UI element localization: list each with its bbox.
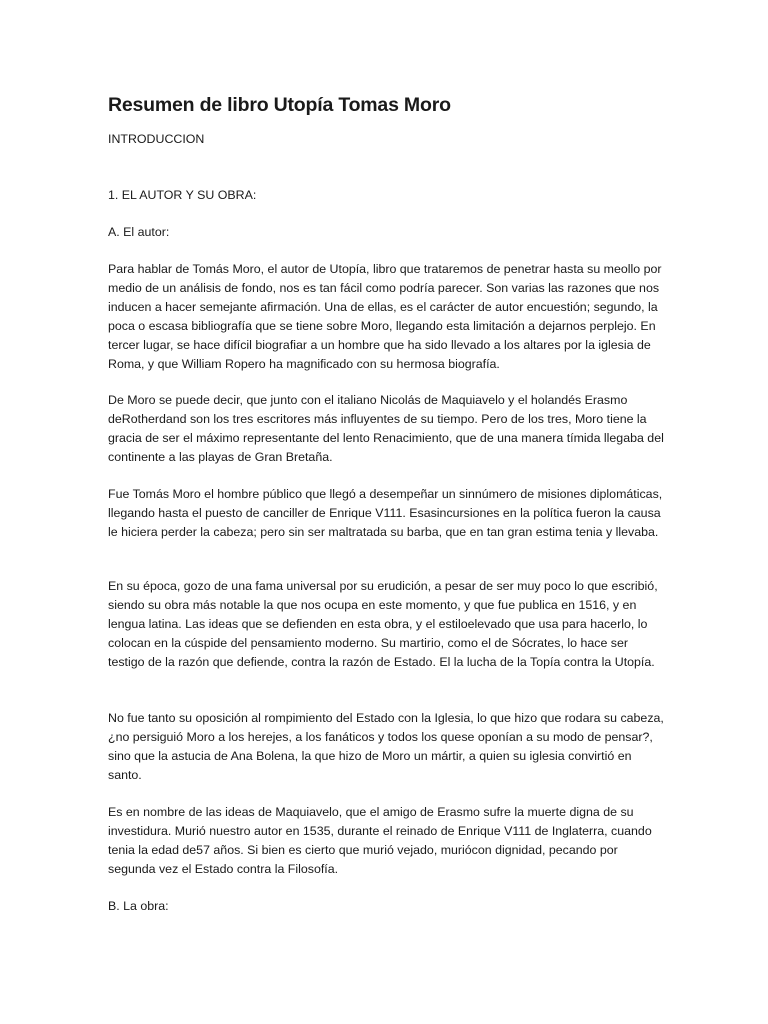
paragraph-6: Es en nombre de las ideas de Maquiavelo, que el amigo de Erasmo sufre la muerte digna de su investidura. Murió nuestro autor en 1535, durante el reinado de Enrique V111 de Inglaterra, cuando tenia la edad de57 años. Si bien es cierto que murió vejado, muriócon dignidad, pecando por segunda vez el Estado contra la Filosofía.	[108, 805, 652, 877]
paragraph-4: En su época, gozo de una fama universal por su erudición, a pesar de ser muy poco lo que escribió, siendo su obra más notable la que nos ocupa en este momento, y que fue publica en 1516, y en lengua latina. Las ideas que se defienden en esta obra, y el estiloelevado que usa para hacerlo, lo colocan en la cúspide del pensamiento moderno. Su martirio, como el de Sócrates, lo hace ser testigo de la razón que defiende, contra la razón de Estado. El la lucha de la Topía contra la Utopía.	[108, 579, 658, 670]
subsection-heading-obra: B. La obra:	[108, 899, 169, 913]
subsection-heading-autor: A. El autor:	[108, 225, 170, 239]
document-title: Resumen de libro Utopía Tomas Moro	[108, 94, 451, 116]
paragraph-5: No fue tanto su oposición al rompimiento del Estado con la Iglesia, lo que hizo que rodara su cabeza, ¿no persiguió Moro a los herejes, a los fanáticos y todos los quese oponían a su modo de pensar?, sino que la astucia de Ana Bolena, la que hizo de Moro un mártir, a quien su iglesia convirtió en santo.	[108, 711, 664, 783]
paragraph-3: Fue Tomás Moro el hombre público que llegó a desempeñar un sinnúmero de misiones diplomáticas, llegando hasta el puesto de canciller de Enrique V111. Esasincursiones en la política fueron la causa le hiciera perder la cabeza; pero sin ser maltratada su barba, que en tan gran estima tenia y llevaba.	[108, 487, 663, 540]
paragraph-2: De Moro se puede decir, que junto con el italiano Nicolás de Maquiavelo y el holandés Erasmo deRotherdand son los tres escritores más influyentes de su tiempo. Pero de los tres, Moro tiene la gracia de ser el máximo representante del lento Renacimiento, que de una manera tímida llegaba del continente a las playas de Gran Bretaña.	[108, 393, 664, 465]
paragraph-1: Para hablar de Tomás Moro, el autor de Utopía, libro que trataremos de penetrar hasta su meollo por medio de un análisis de fondo, nos es tan fácil como podría parecer. Son varias las razones que nos inducen a hacer semejante afirmación. Una de ellas, es el carácter de autor encuestión; segundo, la poca o escasa bibliografía que se tiene sobre Moro, llegando esta limitación a dejarnos perplejo. En tercer lugar, se hace difícil biografiar a un hombre que ha sido llevado a los altares por la iglesia de Roma, y que William Ropero ha magnificado con su hermosa biografía.	[108, 262, 662, 372]
intro-heading: INTRODUCCION	[108, 132, 205, 146]
section-heading-autor-obra: 1. EL AUTOR Y SU OBRA:	[108, 188, 257, 202]
